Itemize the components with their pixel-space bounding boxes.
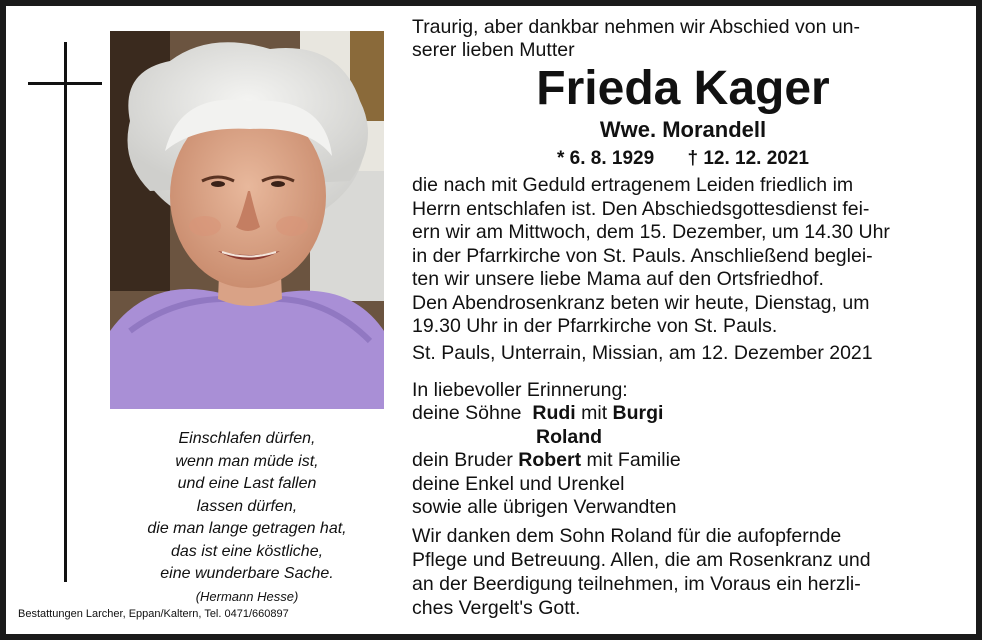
mourner-relatives: sowie alle übrigen Verwandten bbox=[412, 496, 677, 518]
thanks-line: Wir danken dem Sohn Roland für die aufopfernde bbox=[412, 524, 842, 547]
mourner-son2 bbox=[412, 426, 954, 450]
mourners-heading: In liebevoller Erinnerung: bbox=[412, 378, 628, 401]
mourners-list bbox=[412, 379, 954, 520]
thanks-text bbox=[412, 524, 954, 620]
announcement-line: ern wir am Mittwoch, dem 15. Dezember, um 14.30 Uhr bbox=[412, 221, 890, 243]
brother-suffix: mit Familie bbox=[586, 449, 681, 471]
thanks-line: an der Beerdigung teilnehmen, im Voraus ein herzli- bbox=[412, 572, 861, 595]
mourner-grandchildren: deine Enkel und Urenkel bbox=[412, 472, 625, 495]
life-dates bbox=[412, 146, 954, 172]
poem-line: und eine Last fallen bbox=[177, 475, 317, 492]
mourner-brother bbox=[412, 449, 954, 473]
widow-name: Wwe. Morandell bbox=[599, 117, 767, 142]
son-name: Roland bbox=[536, 425, 603, 448]
poem bbox=[110, 428, 384, 608]
announcement-text bbox=[412, 174, 954, 339]
poem-author: (Hermann Hesse) bbox=[195, 588, 299, 604]
announcement-line: die nach mit Geduld ertragenem Leiden friedlich im bbox=[412, 174, 854, 196]
announcement-line: in der Pfarrkirche von St. Pauls. Anschließend beglei- bbox=[412, 244, 873, 267]
obituary-text bbox=[412, 16, 954, 620]
with-text: mit bbox=[581, 402, 608, 424]
intro-line: Traurig, aber dankbar nehmen wir Abschied von un- bbox=[412, 16, 861, 38]
poem-line: die man lange getragen hat, bbox=[147, 520, 347, 537]
place-and-date: St. Pauls, Unterrain, Missian, am 12. Dezember 2021 bbox=[412, 341, 873, 364]
brother-prefix: dein Bruder bbox=[412, 449, 513, 471]
partner-name: Burgi bbox=[612, 402, 664, 424]
poem-line: eine wunderbare Sache. bbox=[160, 565, 334, 582]
poem-line: das ist eine köstliche, bbox=[170, 542, 324, 560]
poem-line: wenn man müde ist, bbox=[175, 452, 319, 470]
thanks-line: Pflege und Betreuung. Allen, die am Rosenkranz und bbox=[412, 548, 871, 571]
birth-date: * 6. 8. 1929 bbox=[557, 148, 655, 169]
poem-line: lassen dürfen, bbox=[196, 497, 298, 515]
intro-text bbox=[412, 16, 954, 62]
son-name: Rudi bbox=[532, 402, 576, 424]
announcement-line: Den Abendrosenkranz beten wir heute, Dienstag, um bbox=[412, 291, 870, 314]
poem-line: Einschlafen dürfen, bbox=[178, 430, 316, 447]
funeral-home-footer: Bestattungen Larcher, Eppan/Kaltern, Tel. 0471/660897 bbox=[18, 608, 289, 620]
obituary-card bbox=[6, 6, 976, 634]
death-date: † 12. 12. 2021 bbox=[687, 148, 809, 169]
cross-icon-horizontal bbox=[28, 82, 102, 85]
cross-icon-vertical bbox=[64, 42, 67, 582]
thanks-line: ches Vergelt's Gott. bbox=[412, 596, 581, 619]
intro-line: serer lieben Mutter bbox=[412, 39, 575, 61]
sons-prefix: deine Söhne bbox=[412, 402, 522, 424]
mourner-sons bbox=[412, 402, 954, 426]
announcement-line: 19.30 Uhr in der Pfarrkirche von St. Pauls. bbox=[412, 315, 778, 337]
brother-name: Robert bbox=[518, 449, 582, 471]
deceased-name: Frieda Kager bbox=[536, 62, 830, 115]
announcement-line: ten wir unsere liebe Mama auf den Ortsfriedhof. bbox=[412, 268, 824, 290]
announcement-line: Herrn entschlafen ist. Den Abschiedsgottesdienst fei- bbox=[412, 197, 870, 220]
portrait-photo bbox=[110, 31, 384, 409]
